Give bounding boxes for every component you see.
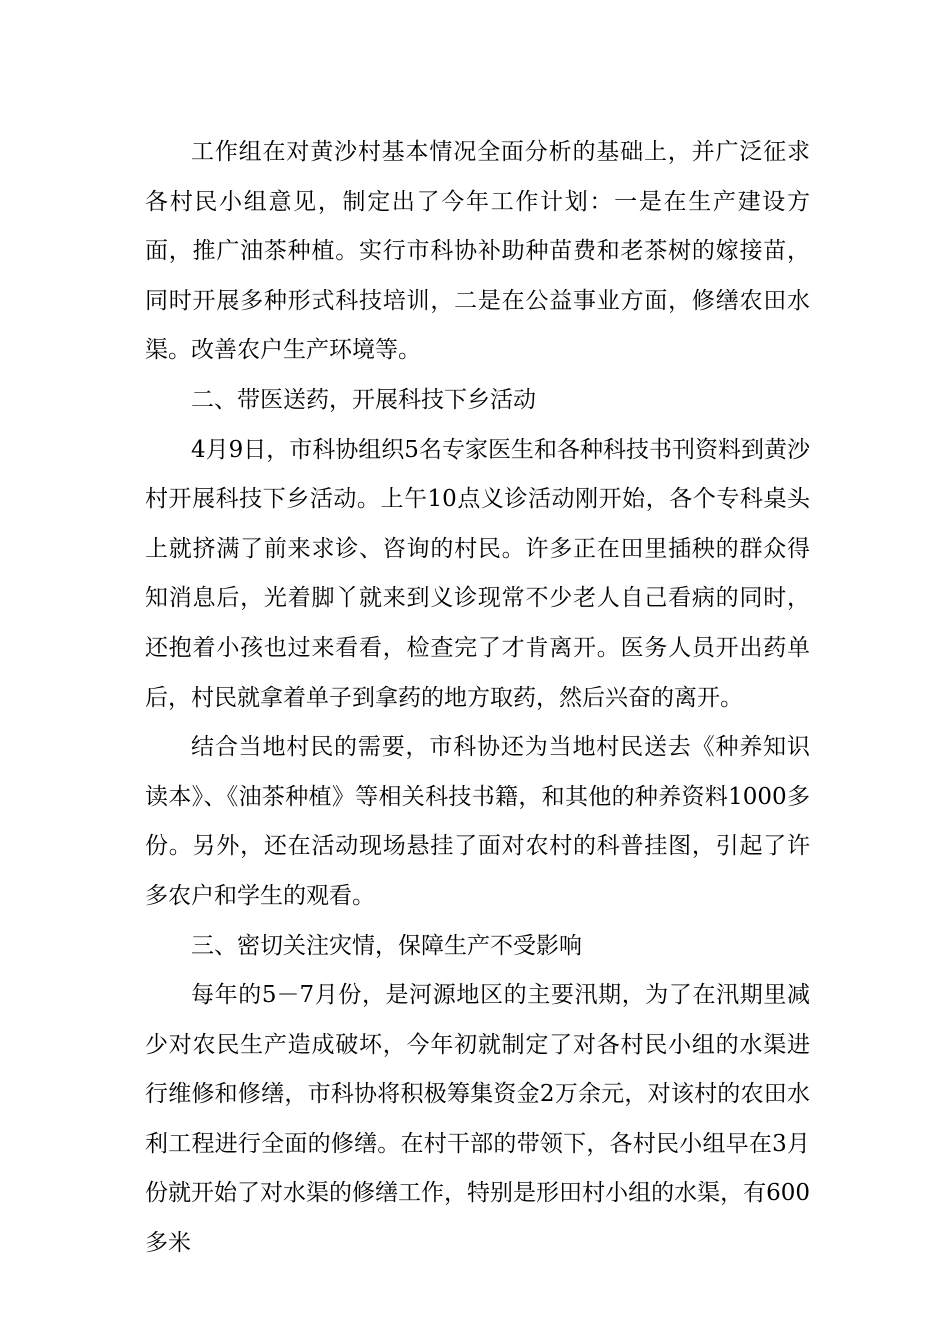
- paragraph-work-plan: 工作组在对黄沙村基本情况全面分析的基础上，并广泛征求各村民小组意见，制定出了今年工作计划：一是在生产建设方面，推广油茶种植。实行市科协补助种苗费和老茶树的嫁接苗，同时开展多种形式科技培训，二是在公益事业方面，修缮农田水渠。改善农户生产环境等。: [145, 139, 810, 364]
- paragraph-flood-season: 每年的5－7月份，是河源地区的主要汛期，为了在汛期里减少对农民生产造成破坏，今年初就制定了对各村民小组的水渠进行维修和修缮，市科协将积极筹集资金2万余元，对该村的农田水利工程进行全面的修缮。在村干部的带领下，各村民小组早在3月份就开始了对水渠的修缮工作，特别是形田村小组的水渠，有600多米: [145, 982, 810, 1257]
- document-page: [145, 128, 810, 1269]
- paragraph-books-distribution: 结合当地村民的需要，市科协还为当地村民送去《种养知识读本》、《油茶种植》等相关科技书籍，和其他的种养资料1000多份。另外，还在活动现场悬挂了面对农村的科普挂图，引起了许多农户和学生的观看。: [145, 734, 810, 909]
- section-heading-disaster: 三、密切关注灾情，保障生产不受影响: [191, 932, 582, 959]
- paragraph-medical-visit: 4月9日，市科协组织5名专家医生和各种科技书刊资料到黄沙村开展科技下乡活动。上午10点义诊活动刚开始，各个专科桌头上就挤满了前来求诊、咨询的村民。许多正在田里插秧的群众得知消息后，光着脚丫就来到义诊现常不少老人自己看病的同时，还抱着小孩也过来看看，检查完了才肯离开。医务人员开出药单后，村民就拿着单子到拿药的地方取药，然后兴奋的离开。: [145, 436, 810, 711]
- section-heading-medical: 二、带医送药，开展科技下乡活动: [191, 386, 536, 413]
